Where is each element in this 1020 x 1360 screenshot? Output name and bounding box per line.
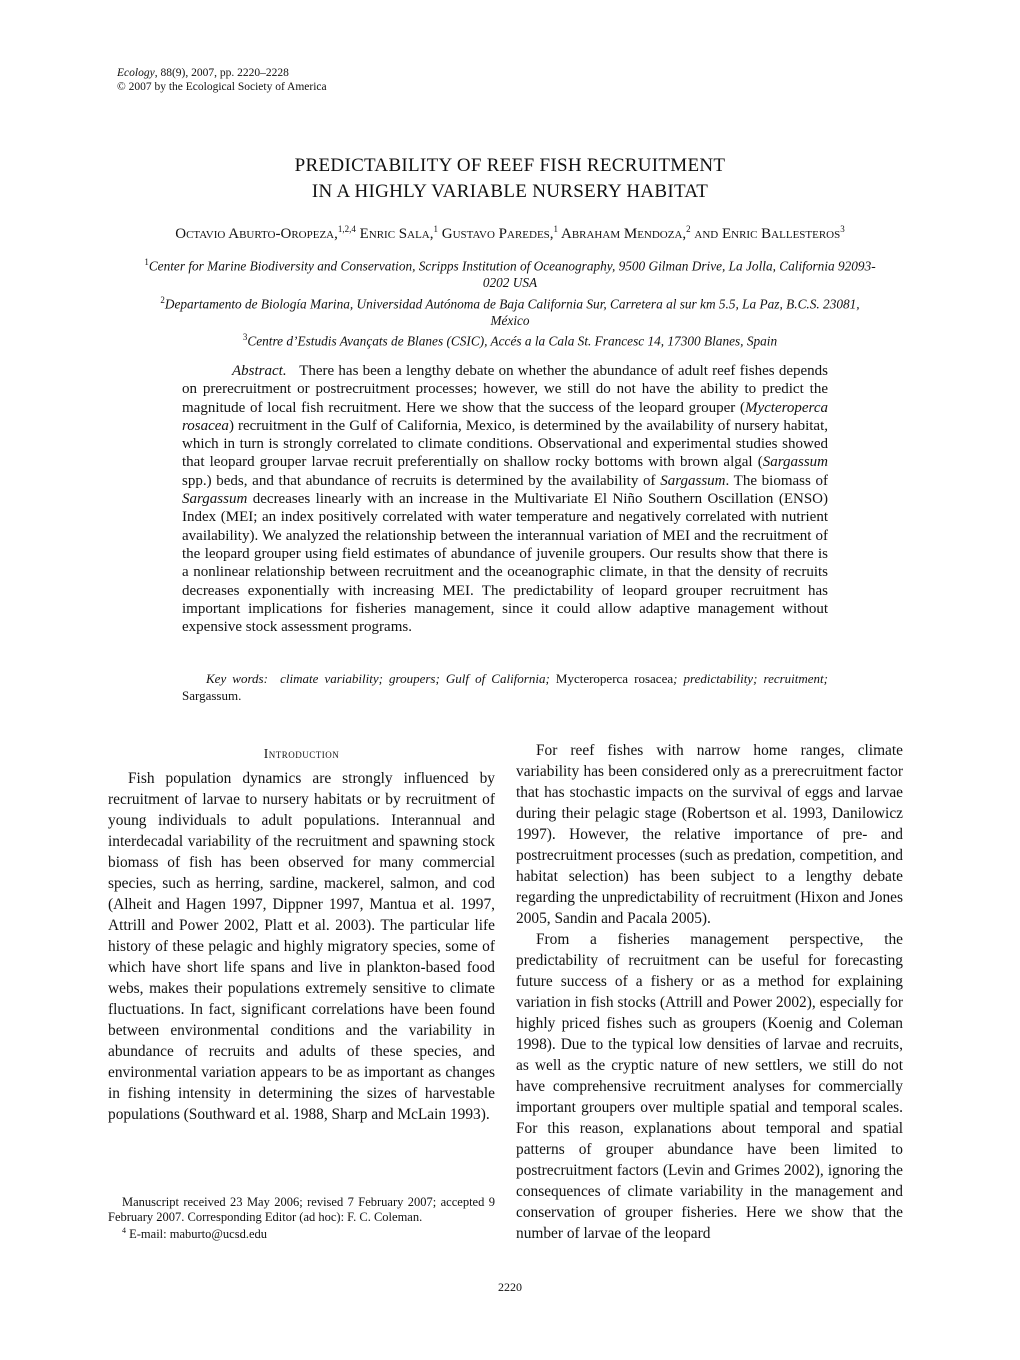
abstract-text: . The biomass of xyxy=(725,472,829,489)
abstract xyxy=(182,362,828,636)
author-affil-sup: 1 xyxy=(433,224,439,234)
author-affil-sup: 3 xyxy=(840,224,845,234)
keywords xyxy=(182,670,828,704)
keyword-list: ; predictability; recruitment; xyxy=(673,671,828,686)
author-affil-sup: 1,2,4 xyxy=(337,224,356,234)
abstract-label: Abstract. xyxy=(232,363,287,379)
author-name: Enric Sala, xyxy=(359,226,434,242)
paragraph: From a fisheries management perspective, the predictability of recruitment can be useful for forecasting future success of a fishery or as a method for explaining variation in fish stocks (Attrill and Power 2002), especially for highly priced fishes such as groupers (Koenig and Coleman 1998). Due to the typical low densities of larvae and recruits, as well as the cryptic nature of new settlers, we still do not have comprehensive recruitment analyses for commercially important groupers over multiple spatial and temporal scales. For this reason, explanations about temporal and spatial patterns of grouper abundance have been limited to postrecruitment factors (Levin and Grimes 2002), ignoring the consequences of climate variability in the management and conservation of grouper fisheries. Here we show that the number of larvae of the leopard xyxy=(516,931,903,1242)
species-name: Mycteroperca rosacea xyxy=(182,399,828,434)
affiliation xyxy=(140,254,880,292)
page-number: 2220 xyxy=(498,1280,522,1294)
affiliations xyxy=(140,254,880,350)
author-name: Octavio Aburto-Oropeza, xyxy=(175,226,338,242)
species-name: Sargassum xyxy=(762,454,828,471)
email-text: E-mail: maburto@ucsd.edu xyxy=(126,1227,267,1242)
email-sup: 4 xyxy=(122,1226,126,1235)
author-affil-sup: 2 xyxy=(686,224,691,234)
species-name: Sargassum xyxy=(182,491,248,508)
journal-name: Ecology xyxy=(117,67,155,79)
affiliation-text: Center for Marine Biodiversity and Conservation, Scripps Institution of Oceanography, 9500 Gilman Drive, La Jolla, California 92093-0202 USA xyxy=(148,258,876,291)
affiliation-text: Centre d’Estudis Avançats de Blanes (CSIC), Accés a la Cala St. Francesc 14, 17300 Blanes, Spain xyxy=(247,333,778,349)
manuscript-received: Manuscript received 23 May 2006; revised 7 February 2007; accepted 9 February 2007. Corresponding Editor (ad hoc): F. C. Coleman. xyxy=(108,1195,495,1224)
affiliation-sup: 2 xyxy=(160,294,165,305)
abstract-text: spp.) beds, and that abundance of recruits is determined by the availability of xyxy=(182,472,661,489)
paragraph: Fish population dynamics are strongly influenced by recruitment of larvae to nursery habitats or by recruitment of young individuals to adult populations. Interannual and interdecadal variability of the recruitment and spawning stock biomass of fish has been observed for many commercial species, such as herring, sardine, mackerel, salmon, and cod (Alheit and Hagen 1997, Dippner 1997, Mantua et al. 1997, Attrill and Power 2002, Platt et al. 2003). The particular life history of these pelagic and highly migratory species, some of which have short life spans and live in plankton-based food webs, makes their populations extremely sensitive to climate fluctuations. In fact, significant correlations have been found between environmental conditions and the variability in abundance of recruits and adults of these species, and environmental variation appears to be as important as changes in fishing intensity in determining the sizes of harvestable populations (Southward et al. 1988, Sharp and McLain 1993). xyxy=(108,770,495,1123)
affiliation xyxy=(140,329,880,350)
keyword-species: Mycteroperca rosacea xyxy=(549,671,674,686)
abstract-text: ) recruitment in the Gulf of California, Mexico, is determined by the availability of nursery habitat, which in turn is strongly correlated to climate conditions. Observational and experimental studies showed that leopard grouper larvae recruit preferentially on shallow rocky bottoms with brown algal ( xyxy=(182,417,828,471)
keywords-label: Key words: xyxy=(206,671,268,686)
author-name: Gustavo Paredes, xyxy=(441,226,554,242)
title-line-1: PREDICTABILITY OF REEF FISH RECRUITMENT xyxy=(294,155,726,176)
email-footnote xyxy=(108,1224,495,1242)
paragraph: For reef fishes with narrow home ranges, climate variability has been considered only as a prerecruitment factor that has stochastic impacts on the survival of eggs and larvae during their pelagic stage (Robertson et al. 1993, Danilowicz 1997). However, the relative importance of pre- and postrecruitment processes (such as predation, competition, and habitat selection) has been subject to a lengthy debate regarding the unpredictability of recruitment (Hixon and Jones 2005, Sandin and Pacala 2005). xyxy=(516,742,903,927)
author-name: and Enric Ballesteros xyxy=(694,226,841,242)
author-name: Abraham Mendoza, xyxy=(560,226,687,242)
author-list xyxy=(60,224,960,243)
title-line-2: IN A HIGHLY VARIABLE NURSERY HABITAT xyxy=(311,181,709,202)
affiliation-sup: 3 xyxy=(242,332,248,343)
right-column xyxy=(516,740,903,1244)
abstract-text: There has been a lengthy debate on whether the abundance of adult reef fishes depends on prerecruitment or postrecruitment processes; however, we still do not have the ability to predict the magnitude of local fish recruitment. Here we show that the success of the leopard grouper ( xyxy=(182,363,828,416)
article-title xyxy=(110,153,910,205)
journal-header xyxy=(117,66,327,94)
left-column xyxy=(108,743,495,1125)
affiliation-text: Departamento de Biología Marina, Universidad Autónoma de Baja California Sur, Carretera al sur km 5.5, La Paz, B.C.S. 23081, México xyxy=(164,296,860,328)
footnotes xyxy=(108,1195,495,1242)
keyword-species: Sargassum. xyxy=(182,688,242,703)
journal-citation: , 88(9), 2007, pp. 2220–2228 xyxy=(154,67,289,79)
copyright: © 2007 by the Ecological Society of America xyxy=(117,81,327,93)
abstract-text: decreases linearly with an increase in the Multivariate El Niño Southern Oscillation (ENSO) Index (MEI; an index positively correlated with water temperature and negatively correlated with nutrient availability). We analyzed the relationship between the interannual variation of MEI and the recruitment of the leopard grouper using field estimates of abundance of juvenile groupers. Our results show that there is a nonlinear relationship between recruitment and the oceanographic climate, in that the density of recruits decreases exponentially with increasing MEI. The predictability of leopard grouper recruitment has important implications for fisheries management, since it could allow adaptive management without expensive stock assessment programs. xyxy=(182,491,828,636)
section-heading: Introduction xyxy=(263,746,340,761)
affiliation-sup: 1 xyxy=(144,257,149,267)
species-name: Sargassum xyxy=(660,472,726,489)
affiliation xyxy=(140,292,880,330)
keyword-list: climate variability; groupers; Gulf of California; xyxy=(280,671,550,686)
author-affil-sup: 1 xyxy=(553,224,559,234)
